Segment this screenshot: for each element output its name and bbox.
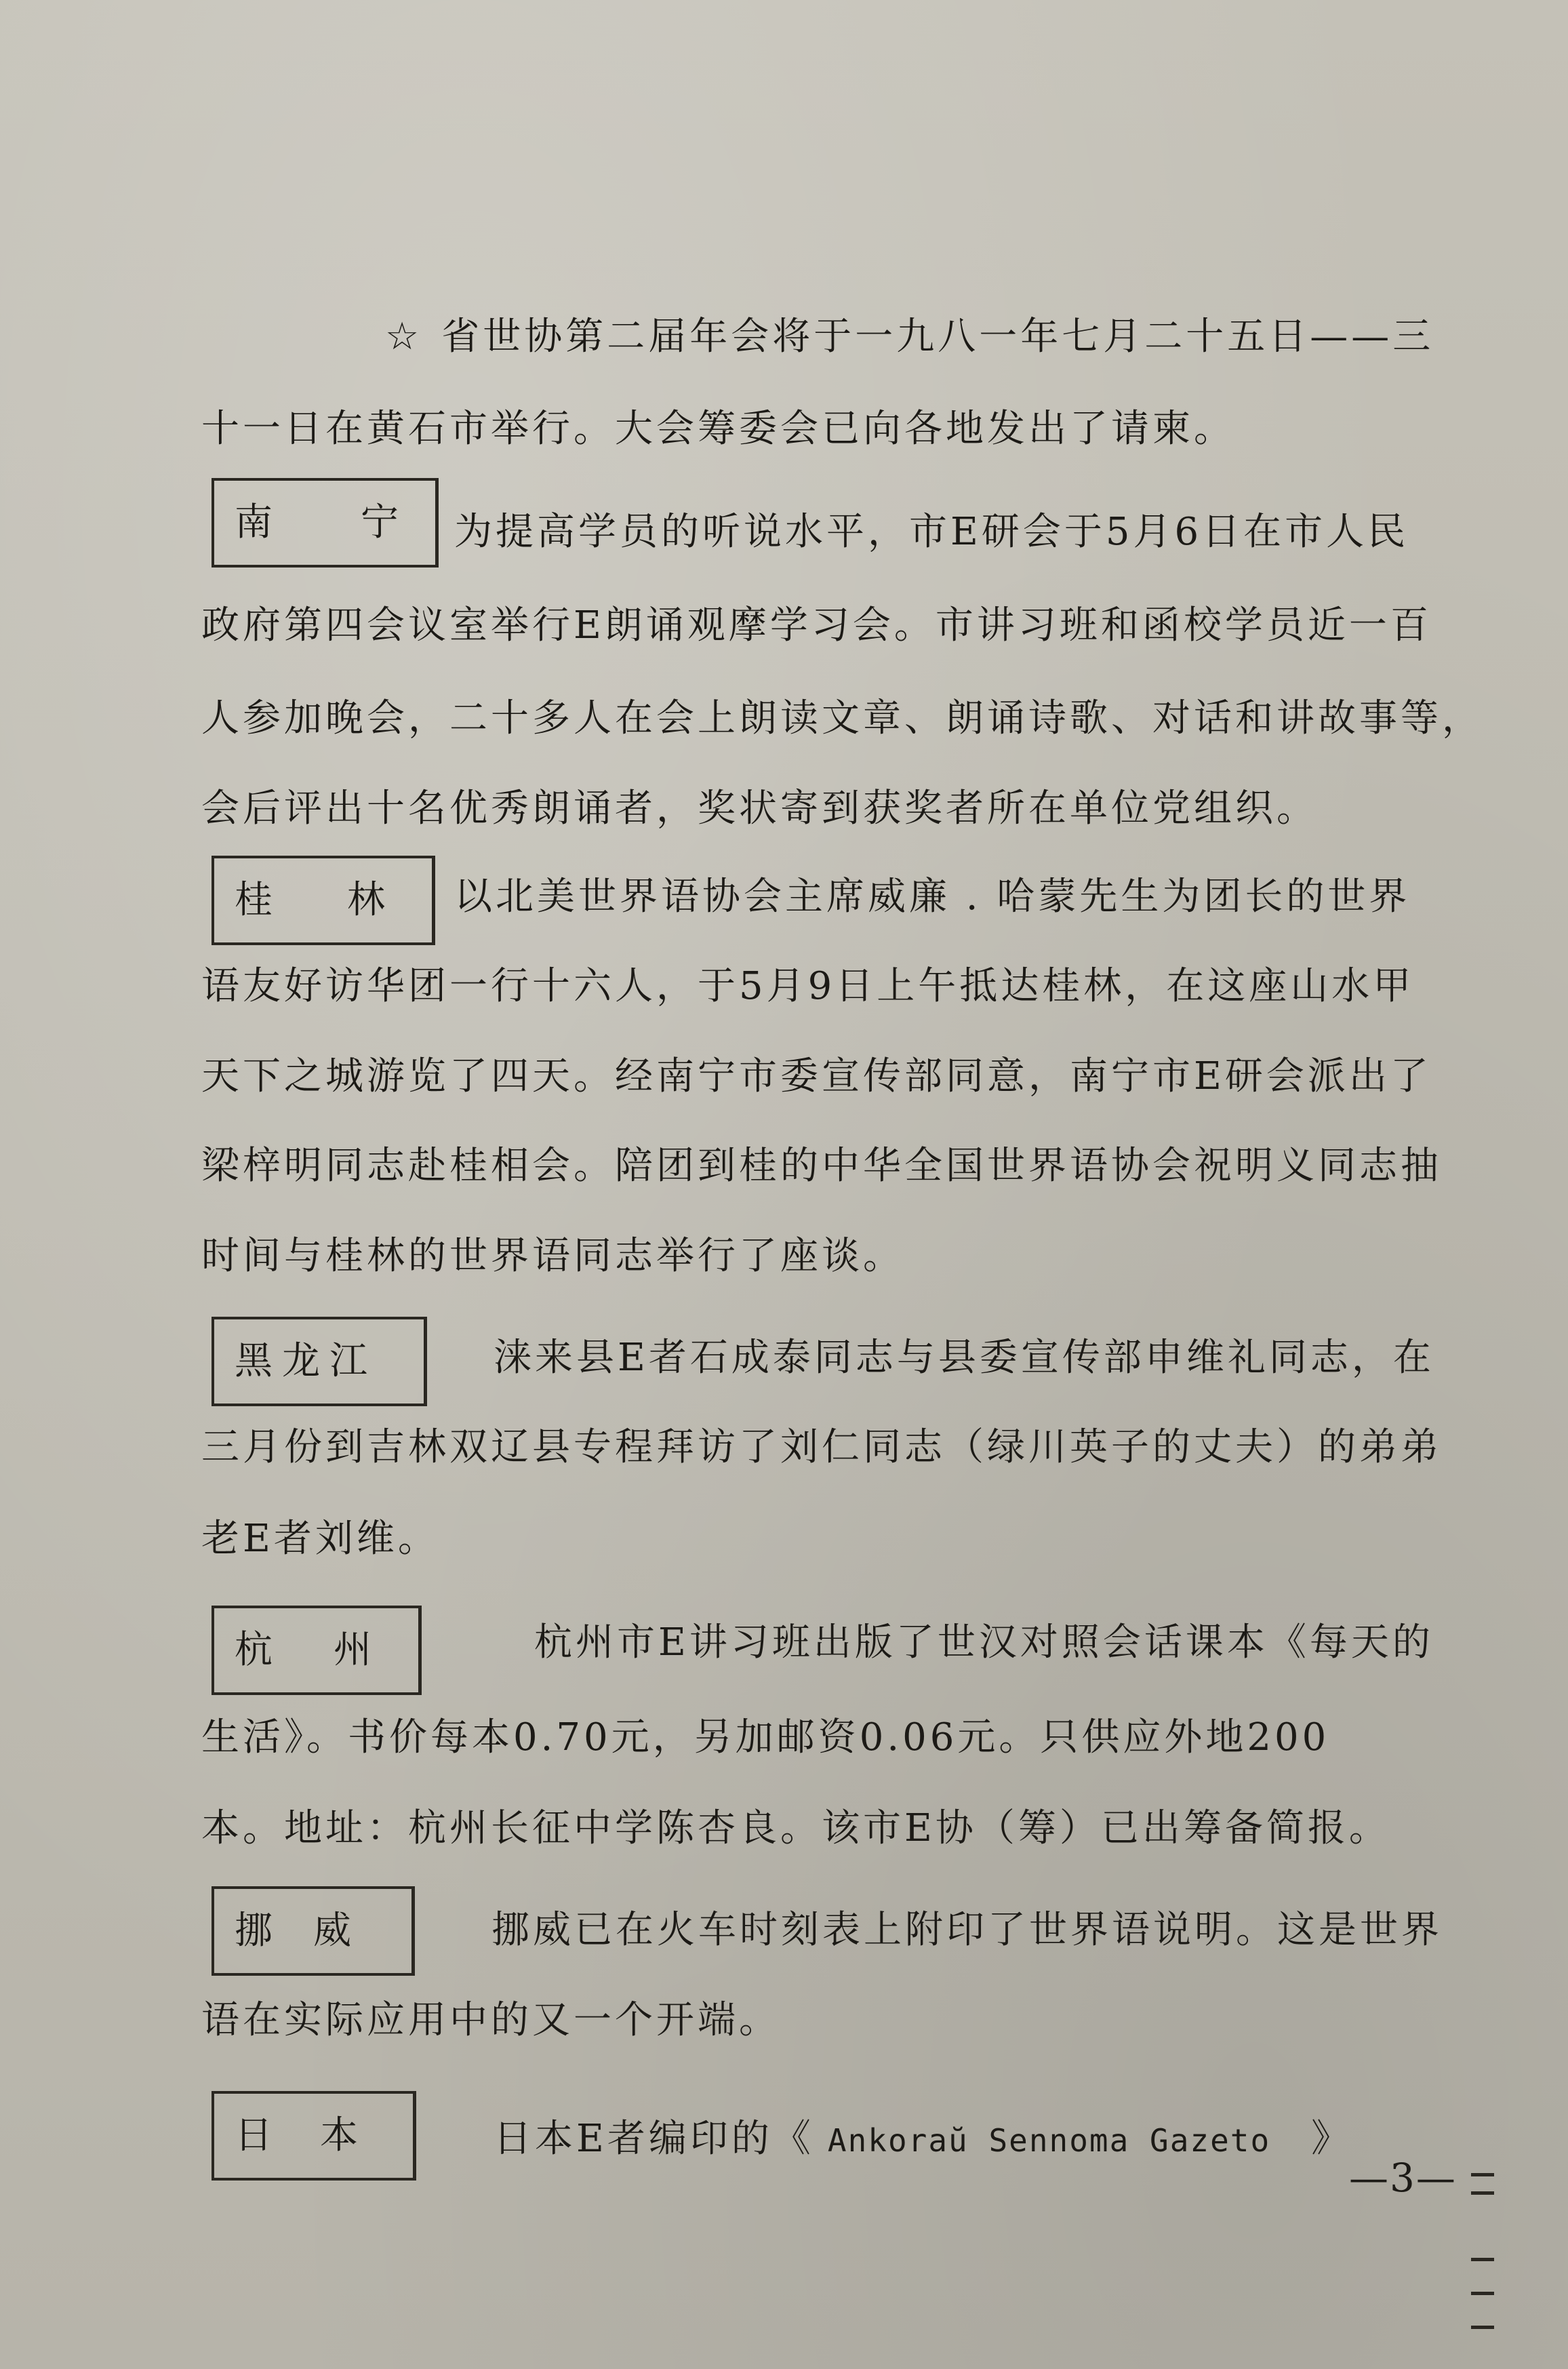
nanning-line-4: 会后评出十名优秀朗诵者，奖状寄到获奖者所在单位党组织。 — [201, 787, 1318, 831]
margin-tick-mark — [1471, 2173, 1494, 2176]
nanning-line-3: 人参加晚会，二十多人在会上朗读文章、朗诵诗歌、对话和讲故事等， — [201, 696, 1483, 740]
norway-line-2: 语在实际应用中的又一个开端。 — [201, 1998, 780, 2042]
heilongjiang-line-1: 涞来县E者石成泰同志与县委宣传部申维礼同志，在 — [494, 1336, 1434, 1380]
heilongjiang-line-2: 三月份到吉林双辽县专程拜访了刘仁同志（绿川英子的丈夫）的弟弟 — [201, 1425, 1442, 1469]
japan-line-prefix: 日本E者编印的《 — [494, 2117, 814, 2161]
section-label-hangzhou: 杭 州 — [212, 1606, 422, 1695]
notice-text-1: 省世协第二届年会将于一九八一年七月二十五日——三 — [441, 315, 1434, 359]
margin-tick-mark — [1471, 2258, 1494, 2261]
guilin-line-3: 天下之城游览了四天。经南宁市委宣传部同意，南宁市E研会派出了 — [201, 1054, 1432, 1098]
section-label-japan: 日 本 — [212, 2091, 416, 2181]
heilongjiang-line-3: 老E者刘维。 — [201, 1517, 439, 1561]
guilin-line-1: 以北美世界语协会主席威廉 . 哈蒙先生为团长的世界 — [454, 875, 1411, 919]
section-label-norway: 挪 威 — [212, 1886, 415, 1976]
margin-tick-mark — [1471, 2326, 1494, 2329]
page-number: —3— — [1349, 2155, 1457, 2201]
margin-tick-mark — [1471, 2191, 1494, 2195]
japan-publication-title: Ankoraŭ Sennoma Gazeto — [827, 2122, 1271, 2159]
section-label-nanning: 南 宁 — [212, 478, 439, 568]
star-icon: ☆ — [385, 315, 423, 359]
margin-tick-mark — [1471, 2292, 1494, 2295]
section-label-guilin: 桂 林 — [212, 856, 435, 945]
norway-line-1: 挪威已在火车时刻表上附印了世界语说明。这是世界 — [491, 1908, 1443, 1952]
nanning-line-1: 为提高学员的听说水平，市E研会于5月6日在市人民 — [454, 510, 1409, 554]
section-label-heilongjiang: 黑 龙 江 — [212, 1317, 427, 1406]
guilin-line-5: 时间与桂林的世界语同志举行了座谈。 — [201, 1234, 904, 1278]
japan-line-suffix: 》 — [1311, 2117, 1353, 2161]
guilin-line-4: 梁梓明同志赴桂相会。陪团到桂的中华全国世界语协会祝明义同志抽 — [201, 1144, 1442, 1188]
notice-line-2: 十一日在黄石市举行。大会筹委会已向各地发出了请柬。 — [201, 407, 1235, 451]
hangzhou-line-1: 杭州市E讲习班出版了世汉对照会话课本《每天的 — [534, 1620, 1434, 1665]
nanning-line-2: 政府第四会议室举行E朗诵观摩学习会。市讲习班和函校学员近一百 — [201, 603, 1432, 648]
hangzhou-line-2: 生活》。书价每本0.70元，另加邮资0.06元。只供应外地200 — [201, 1715, 1330, 1759]
japan-line-1 — [494, 2115, 1352, 2164]
guilin-line-2: 语友好访华团一行十六人，于5月9日上午抵达桂林，在这座山水甲 — [201, 964, 1415, 1008]
notice-line-1 — [385, 313, 1434, 361]
hangzhou-line-3: 本。地址：杭州长征中学陈杏良。该市E协（筹）已出筹备简报。 — [201, 1806, 1390, 1850]
